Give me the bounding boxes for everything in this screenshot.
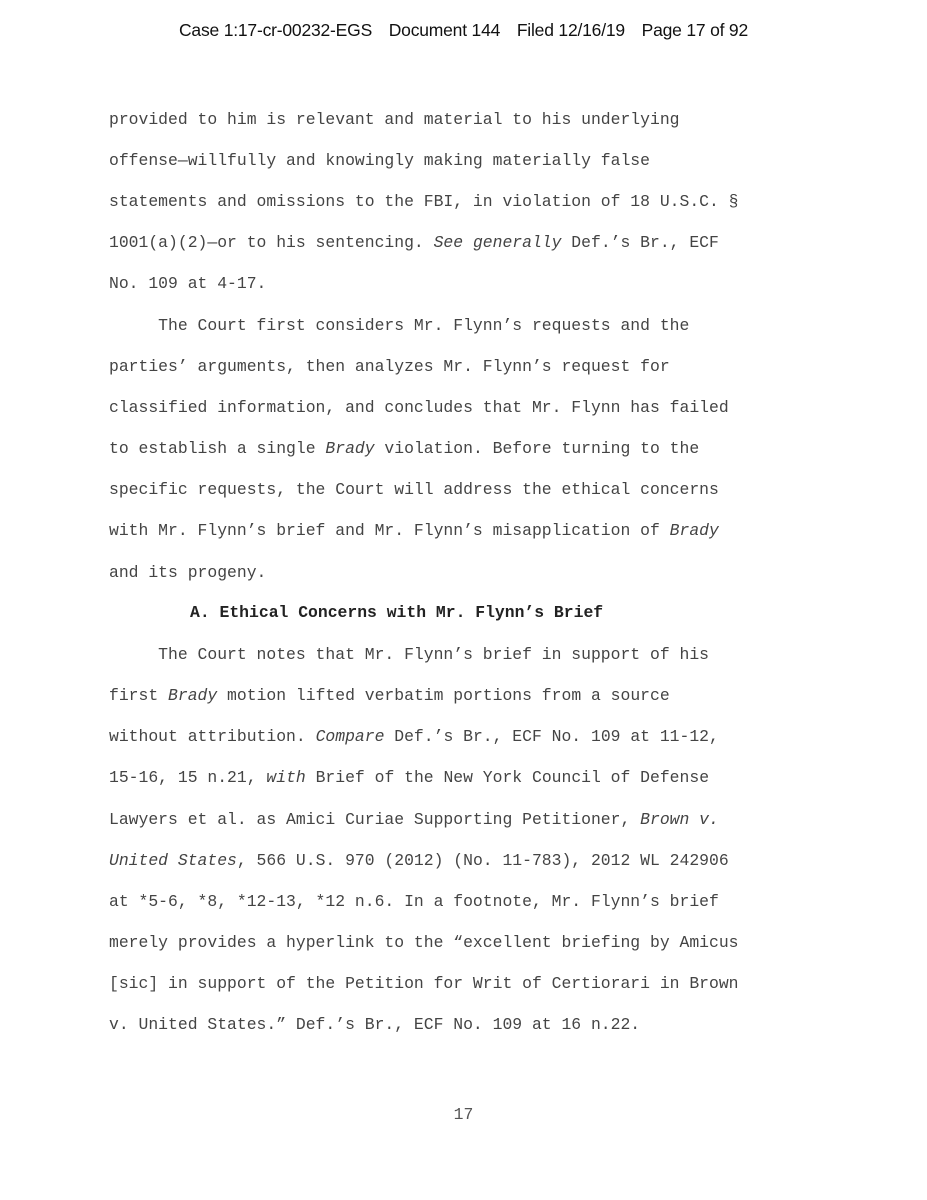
text-line [109,727,719,747]
text-segment: Def.’s Br., ECF No. 109 at 11-12, [384,727,719,746]
text-line [109,439,699,459]
text-segment: without attribution. [109,727,316,746]
filed-date: Filed 12/16/19 [516,20,625,40]
text-line [109,686,670,706]
text-segment: 1001(a)(2)—or to his sentencing. [109,233,434,252]
text-segment: first [109,686,169,705]
text-line [109,110,680,130]
italic-segment: Compare [315,727,385,746]
text-segment: at *5-6, *8, *12-13, *12 n.6. In a footnote, Mr. Flynn’s brief [109,892,719,911]
text-line [109,398,729,418]
text-line [109,1015,640,1035]
text-line [109,563,266,583]
italic-segment: United States [109,851,237,870]
italic-segment: Brown v. [640,810,719,829]
text-segment: [sic] in support of the Petition for Writ of Certiorari in Brown [109,974,739,993]
text-line [109,645,709,665]
text-segment: The Court notes that Mr. Flynn’s brief in support of his [109,645,709,664]
text-segment: , 566 U.S. 970 (2012) (No. 11-783), 2012 WL 242906 [236,851,729,870]
text-line [109,768,709,788]
text-line [109,810,719,830]
text-line [109,933,739,953]
text-line [109,274,266,294]
text-line [109,316,689,336]
text-segment: violation. Before turning to the [374,439,700,458]
text-segment: No. 109 at 4-17. [109,274,267,293]
text-segment: v. United States.” Def.’s Br., ECF No. 109 at 16 n.22. [109,1015,641,1034]
text-segment: 15-16, 15 n.21, [109,768,267,787]
section-heading: A. Ethical Concerns with Mr. Flynn’s Brief [190,603,604,622]
text-segment: Def.’s Br., ECF [561,233,719,252]
text-segment: The Court first considers Mr. Flynn’s requests and the [109,316,690,335]
text-line [109,151,650,171]
text-line [109,974,739,994]
text-line [109,192,739,212]
text-line [109,357,670,377]
text-segment: classified information, and concludes that Mr. Flynn has failed [109,398,729,417]
case-header [0,20,927,41]
italic-segment: See generally [433,233,562,252]
text-line [109,480,719,500]
text-segment: to establish a single [109,439,326,458]
italic-segment: Brady [168,686,218,705]
case-number: Case 1:17-cr-00232-EGS [178,20,373,40]
text-segment: and its progeny. [109,563,267,582]
text-segment: Brief of the New York Council of Defense [305,768,710,787]
text-segment: offense—willfully and knowingly making materially false [109,151,650,170]
italic-segment: Brady [669,521,719,540]
text-segment: provided to him is relevant and material to his underlying [109,110,680,129]
text-line [109,233,719,253]
text-segment: parties’ arguments, then analyzes Mr. Flynn’s request for [109,357,670,376]
page-number: 17 [453,1105,474,1124]
document-number: Document 144 [388,20,501,40]
text-line [109,892,719,912]
text-segment: merely provides a hyperlink to the “excellent briefing by Amicus [109,933,739,952]
text-segment: with Mr. Flynn’s brief and Mr. Flynn’s misapplication of [109,521,670,540]
italic-segment: Brady [325,439,375,458]
text-line [109,521,719,541]
text-segment: motion lifted verbatim portions from a source [217,686,670,705]
text-line [109,851,729,871]
text-segment: statements and omissions to the FBI, in violation of 18 U.S.C. § [109,192,739,211]
italic-segment: with [266,768,306,787]
page-count: Page 17 of 92 [641,20,748,40]
text-segment: Lawyers et al. as Amici Curiae Supporting Petitioner, [109,810,641,829]
text-segment: specific requests, the Court will address the ethical concerns [109,480,719,499]
